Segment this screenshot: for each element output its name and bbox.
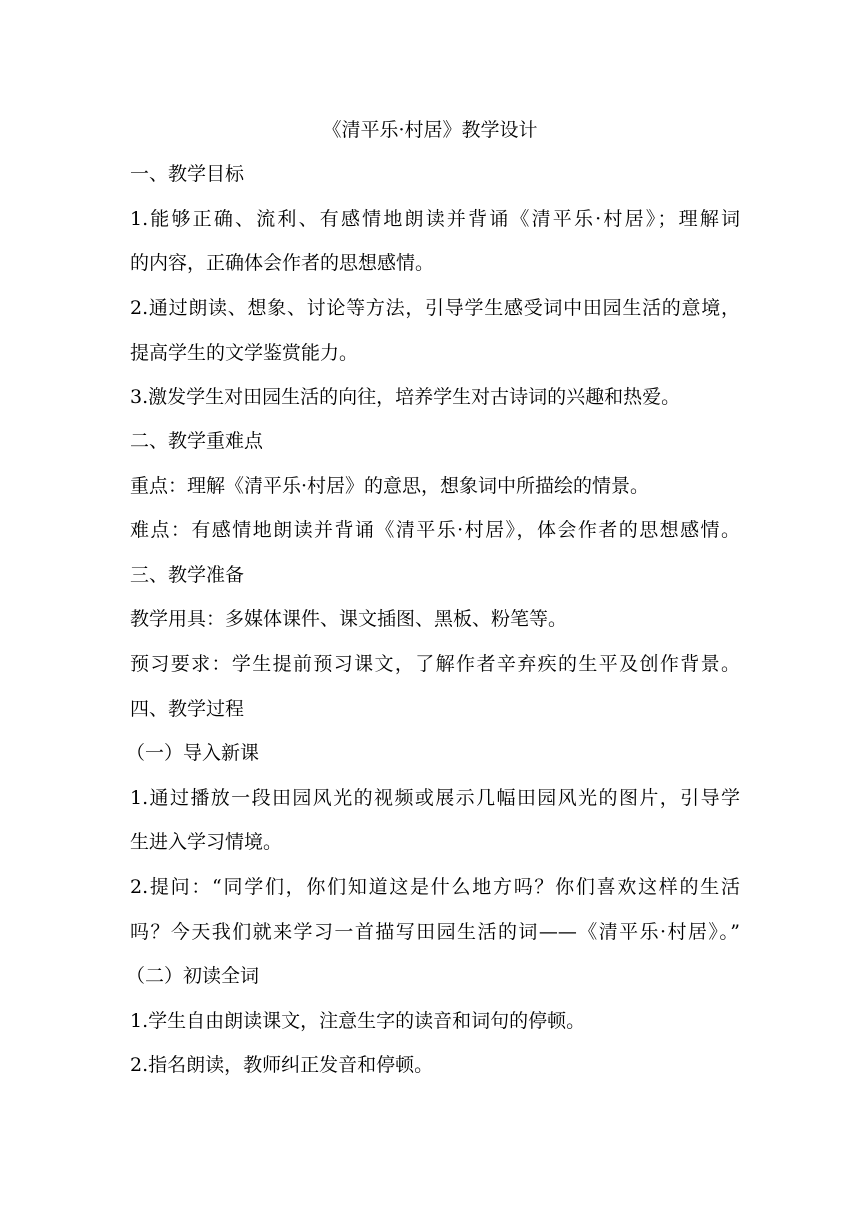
teaching-tools-text: 教学用具：多媒体课件、课文插图、黑板、粉笔等。	[130, 608, 568, 630]
difficulty-text: 难点：有感情地朗读并背诵《清平乐·村居》，体会作者的思想感情。	[130, 519, 740, 541]
subsection-heading-first-reading: （二）初读全词	[126, 965, 260, 987]
document-title: 《清平乐·村居》教学设计	[322, 119, 538, 141]
objective-3: 3.激发学生对田园生活的向往，培养学生对古诗词的兴趣和热爱。	[130, 386, 681, 408]
section-heading-key-points: 二、教学重难点	[130, 430, 264, 452]
subsection-heading-introduction: （一）导入新课	[126, 742, 260, 764]
introduction-step-1-line-2: 生进入学习情境。	[130, 831, 283, 853]
introduction-step-2-line-2: 吗？今天我们就来学习一首描写田园生活的词——《清平乐·村居》。”	[130, 921, 740, 943]
objective-1-line-2: 的内容，正确体会作者的思想感情。	[130, 252, 435, 274]
introduction-step-2-line-1: 2.提问：“同学们，你们知道这是什么地方吗？你们喜欢这样的生活	[130, 876, 740, 898]
section-heading-teaching-objectives: 一、教学目标	[130, 163, 245, 185]
key-point-text: 重点：理解《清平乐·村居》的意思，想象词中所描绘的情景。	[130, 475, 650, 497]
objective-2-line-2: 提高学生的文学鉴赏能力。	[130, 342, 359, 364]
introduction-step-1-line-1: 1.通过播放一段田园风光的视频或展示几幅田园风光的图片，引导学	[130, 787, 740, 809]
preview-requirements-text: 预习要求：学生提前预习课文，了解作者辛弃疾的生平及创作背景。	[130, 653, 740, 675]
objective-2-line-1: 2.通过朗读、想象、讨论等方法，引导学生感受词中田园生活的意境，	[130, 297, 740, 319]
first-reading-step-1: 1.学生自由朗读课文，注意生字的读音和词句的停顿。	[130, 1010, 586, 1032]
objective-1-line-1: 1.能够正确、流利、有感情地朗读并背诵《清平乐·村居》；理解词	[130, 208, 740, 230]
section-heading-teaching-process: 四、教学过程	[130, 698, 245, 720]
section-heading-preparation: 三、教学准备	[130, 564, 245, 586]
first-reading-step-2: 2.指名朗读，教师纠正发音和停顿。	[130, 1054, 434, 1076]
